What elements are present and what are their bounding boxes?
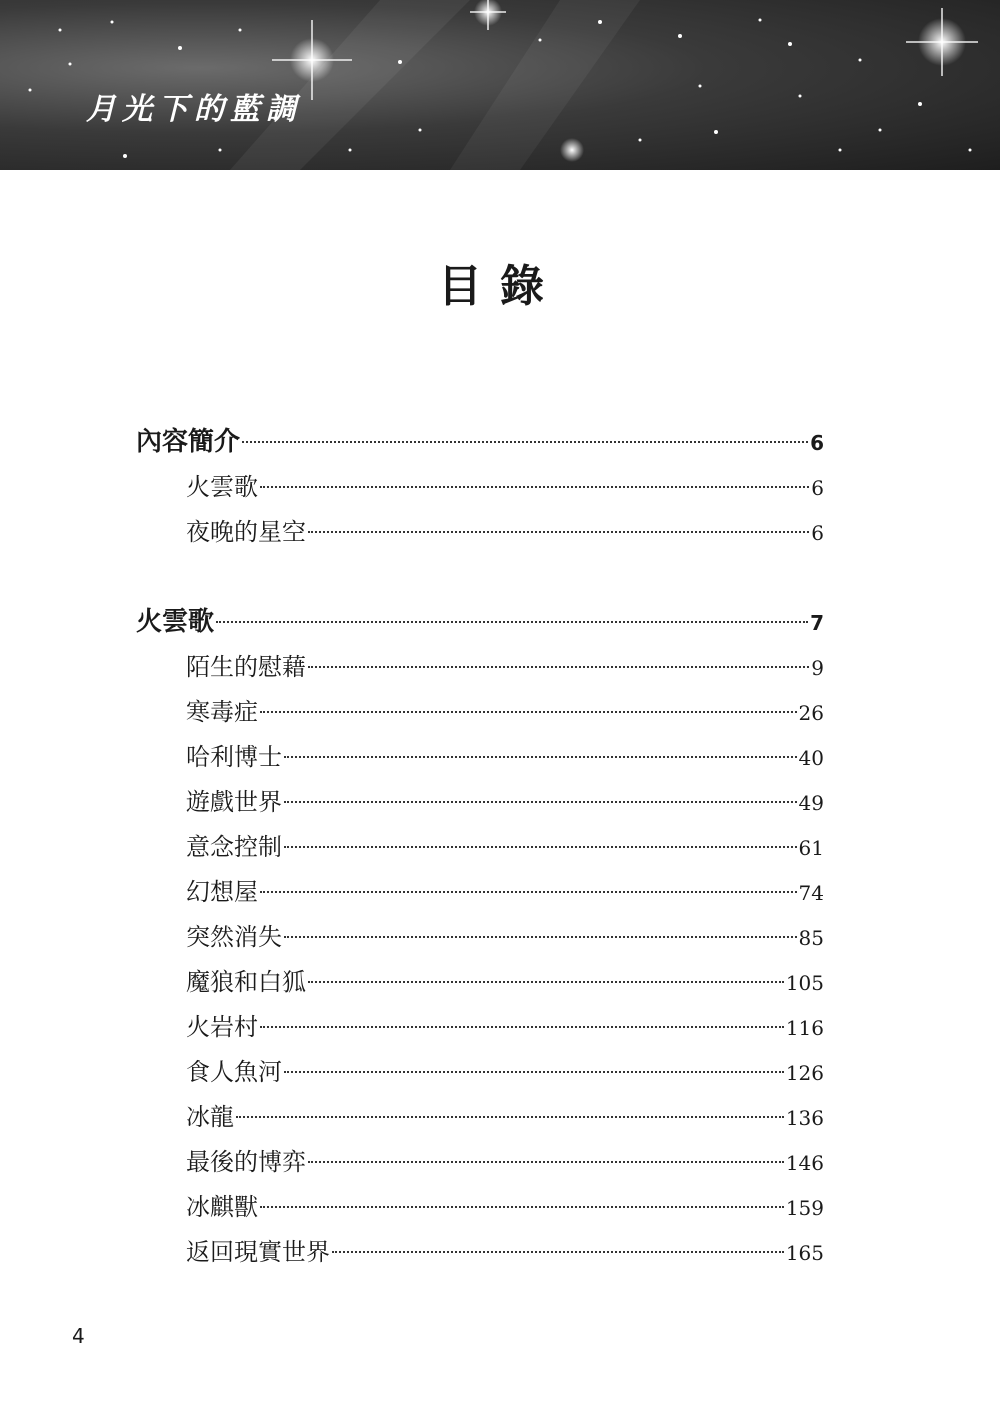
dot-leader [260,891,797,893]
toc-page-number: 74 [798,881,824,905]
dot-leader [308,1161,784,1163]
toc-section-row[interactable] [136,420,824,465]
page-number: 4 [72,1324,85,1348]
toc-entry-title: 冰龍 [186,1103,234,1131]
dot-leader [260,486,809,488]
toc-section-title: 火雲歌 [136,607,215,637]
dot-leader [308,531,809,533]
toc-entry-title: 火岩村 [186,1013,258,1041]
toc-entry-title: 冰麒獸 [186,1193,258,1221]
toc-page-number: 26 [798,701,824,725]
toc-entry-row[interactable] [136,1050,824,1095]
toc-page-number: 165 [785,1241,824,1265]
dot-leader [332,1251,784,1253]
toc-entry-row[interactable] [136,780,824,825]
dot-leader [308,666,809,668]
toc-heading: 目錄 [438,261,562,312]
toc-entry-row[interactable] [136,1095,824,1140]
toc-section-title: 內容簡介 [136,427,241,457]
dot-leader [216,621,808,623]
toc-entry-title: 最後的博弈 [186,1148,306,1176]
toc-entry-row[interactable] [136,825,824,870]
toc-entry-row[interactable] [136,1230,824,1275]
table-of-contents [136,420,824,1275]
toc-page-number: 126 [785,1061,824,1085]
toc-entry-title: 幻想屋 [186,878,258,906]
toc-entry-row[interactable] [136,510,824,555]
toc-entry-title: 哈利博士 [186,743,282,771]
dot-leader [284,936,797,938]
dot-leader [236,1116,784,1118]
toc-entry-row[interactable] [136,690,824,735]
toc-page-number: 61 [798,836,824,860]
toc-page-number: 9 [811,656,824,680]
toc-entry-row[interactable] [136,915,824,960]
dot-leader [260,1026,784,1028]
dot-leader [284,1071,784,1073]
toc-page-number: 6 [811,476,824,500]
dot-leader [284,756,797,758]
toc-page-number: 116 [785,1016,824,1040]
toc-entry-title: 遊戲世界 [186,788,282,816]
dot-leader [284,846,797,848]
toc-page-number: 6 [811,521,824,545]
toc-entry-row[interactable] [136,1140,824,1185]
dot-leader [284,801,797,803]
toc-entry-row[interactable] [136,735,824,780]
toc-entry-title: 陌生的慰藉 [186,653,306,681]
toc-page-number: 40 [798,746,824,770]
toc-entry-title: 食人魚河 [186,1058,282,1086]
toc-page-number: 136 [785,1106,824,1130]
toc-entry-title: 夜晚的星空 [186,518,306,546]
toc-entry-title: 魔狼和白狐 [186,968,306,996]
toc-entry-row[interactable] [136,645,824,690]
toc-page-number: 7 [810,611,824,635]
toc-entry-row[interactable] [136,1005,824,1050]
toc-page-number: 49 [798,791,824,815]
dot-leader [242,441,808,443]
dot-leader [260,1206,784,1208]
section-gap [136,555,824,600]
toc-entry-title: 寒毒症 [186,698,258,726]
toc-entry-title: 返回現實世界 [186,1238,330,1266]
book-title: 月光下的藍調 [86,92,302,127]
dot-leader [308,981,784,983]
toc-page-number: 146 [785,1151,824,1175]
toc-entry-row[interactable] [136,1185,824,1230]
toc-page-number: 6 [810,431,824,455]
toc-entry-row[interactable] [136,465,824,510]
header-banner [0,0,1000,170]
toc-entry-row[interactable] [136,870,824,915]
toc-page-number: 105 [785,971,824,995]
toc-entry-title: 火雲歌 [186,473,258,501]
toc-entry-row[interactable] [136,960,824,1005]
dot-leader [260,711,797,713]
toc-entry-title: 突然消失 [186,923,282,951]
toc-page-number: 85 [798,926,824,950]
toc-entry-title: 意念控制 [186,833,282,861]
toc-page-number: 159 [785,1196,824,1220]
toc-section-row[interactable] [136,600,824,645]
